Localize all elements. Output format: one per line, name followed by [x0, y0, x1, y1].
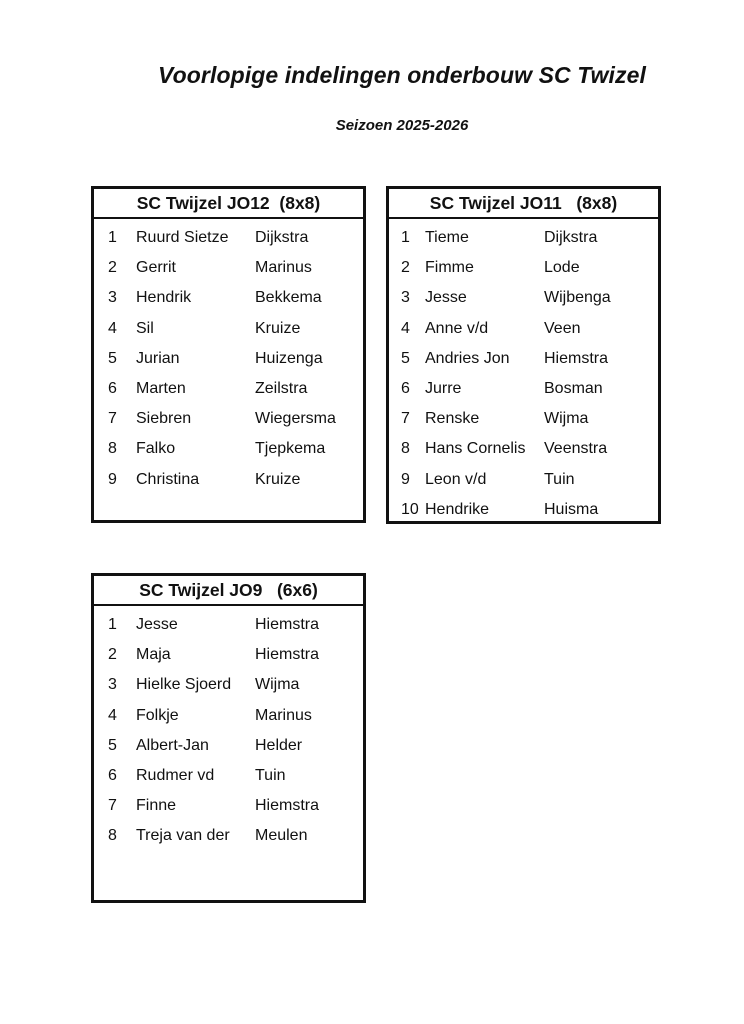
player-row	[94, 253, 363, 283]
season-subtitle: Seizoen 2025-2026	[335, 117, 469, 134]
player-last-name: Wijma	[544, 410, 589, 428]
player-list	[94, 219, 363, 495]
player-number: 4	[108, 319, 117, 337]
player-first-name: Anne v/d	[425, 319, 489, 337]
player-row	[389, 253, 658, 283]
player-number: 5	[401, 349, 410, 367]
player-row	[389, 404, 658, 434]
player-number: 7	[108, 797, 117, 815]
player-last-name: Dijkstra	[255, 229, 309, 247]
player-first-name: Hendrike	[425, 500, 490, 518]
player-row	[389, 434, 658, 464]
player-last-name: Wijma	[255, 676, 300, 694]
player-number: 1	[108, 616, 117, 634]
player-first-name: Jurre	[425, 380, 462, 398]
player-row	[389, 344, 658, 374]
player-number: 8	[401, 440, 410, 458]
player-first-name: Leon v/d	[425, 470, 487, 488]
player-number: 6	[108, 767, 117, 785]
player-first-name: Fimme	[425, 259, 474, 277]
player-last-name: Kruize	[255, 319, 301, 337]
player-first-name: Rudmer vd	[136, 767, 215, 785]
player-number: 2	[108, 646, 117, 664]
player-row	[94, 283, 363, 313]
player-first-name: Renske	[425, 410, 480, 428]
player-first-name: Albert-Jan	[136, 736, 209, 754]
player-number: 5	[108, 736, 117, 754]
player-first-name: Jesse	[425, 289, 467, 307]
player-first-name: Jesse	[136, 616, 178, 634]
player-first-name: Siebren	[136, 410, 192, 428]
player-number: 7	[401, 410, 410, 428]
player-first-name: Hans Cornelis	[425, 440, 526, 458]
player-first-name: Finne	[136, 797, 177, 815]
player-number: 3	[108, 676, 117, 694]
player-list	[389, 219, 658, 525]
player-number: 3	[401, 289, 410, 307]
team-table-jo11	[386, 186, 661, 524]
player-number: 1	[108, 229, 117, 247]
player-last-name: Lode	[544, 259, 580, 277]
player-last-name: Veenstra	[544, 440, 608, 458]
player-last-name: Tuin	[255, 767, 286, 785]
player-number: 5	[108, 349, 117, 367]
player-row	[389, 223, 658, 253]
team-header: SC Twijzel JO9 (6x6)	[94, 576, 363, 606]
player-last-name: Hiemstra	[255, 797, 320, 815]
player-last-name: Wijbenga	[544, 289, 611, 307]
player-last-name: Marinus	[255, 259, 312, 277]
player-last-name: Wiegersma	[255, 410, 336, 428]
player-number: 6	[401, 380, 410, 398]
player-row	[94, 670, 363, 700]
player-last-name: Hiemstra	[255, 646, 320, 664]
player-last-name: Huisma	[544, 500, 599, 518]
document-title: Voorlopige indelingen onderbouw SC Twizel	[158, 62, 646, 88]
player-last-name: Bekkema	[255, 289, 322, 307]
player-number: 4	[108, 706, 117, 724]
team-header: SC Twijzel JO12 (8x8)	[94, 189, 363, 219]
player-row	[94, 701, 363, 731]
player-first-name: Folkje	[136, 706, 179, 724]
player-last-name: Tjepkema	[255, 440, 326, 458]
player-row	[94, 610, 363, 640]
player-last-name: Tuin	[544, 470, 575, 488]
player-row	[389, 374, 658, 404]
player-first-name: Hielke Sjoerd	[136, 676, 232, 694]
team-header: SC Twijzel JO11 (8x8)	[389, 189, 658, 219]
player-number: 9	[108, 470, 117, 488]
player-first-name: Maja	[136, 646, 171, 664]
player-first-name: Ruurd Sietze	[136, 229, 229, 247]
player-row	[94, 404, 363, 434]
player-row	[94, 731, 363, 761]
player-row	[389, 495, 658, 525]
player-row	[94, 791, 363, 821]
player-last-name: Veen	[544, 319, 581, 337]
player-row	[94, 821, 363, 851]
player-row	[389, 283, 658, 313]
player-number: 3	[108, 289, 117, 307]
player-row	[389, 465, 658, 495]
player-last-name: Marinus	[255, 706, 312, 724]
player-number: 1	[401, 229, 410, 247]
player-first-name: Gerrit	[136, 259, 176, 277]
player-list	[94, 606, 363, 852]
player-number: 2	[401, 259, 410, 277]
player-last-name: Hiemstra	[255, 616, 320, 634]
player-row	[94, 223, 363, 253]
player-first-name: Jurian	[136, 349, 180, 367]
player-first-name: Christina	[136, 470, 200, 488]
player-first-name: Tieme	[425, 229, 469, 247]
player-last-name: Helder	[255, 736, 303, 754]
player-number: 6	[108, 380, 117, 398]
team-table-jo9	[91, 573, 366, 903]
player-first-name: Sil	[136, 319, 154, 337]
player-number: 4	[401, 319, 410, 337]
team-table-jo12	[91, 186, 366, 523]
player-last-name: Hiemstra	[544, 349, 609, 367]
player-last-name: Dijkstra	[544, 229, 598, 247]
player-row	[94, 434, 363, 464]
player-number: 2	[108, 259, 117, 277]
player-row	[94, 344, 363, 374]
player-row	[94, 465, 363, 495]
player-number: 8	[108, 827, 117, 845]
player-last-name: Zeilstra	[255, 380, 308, 398]
player-row	[94, 640, 363, 670]
player-row	[389, 314, 658, 344]
player-row	[94, 314, 363, 344]
player-last-name: Huizenga	[255, 349, 323, 367]
player-number: 9	[401, 470, 410, 488]
player-number: 10	[401, 500, 419, 518]
player-first-name: Marten	[136, 380, 186, 398]
player-row	[94, 374, 363, 404]
player-last-name: Bosman	[544, 380, 603, 398]
player-first-name: Andries Jon	[425, 349, 510, 367]
player-last-name: Kruize	[255, 470, 301, 488]
player-row	[94, 761, 363, 791]
player-number: 7	[108, 410, 117, 428]
player-number: 8	[108, 440, 117, 458]
player-last-name: Meulen	[255, 827, 308, 845]
player-first-name: Treja van der	[136, 827, 230, 845]
player-first-name: Falko	[136, 440, 176, 458]
player-first-name: Hendrik	[136, 289, 192, 307]
